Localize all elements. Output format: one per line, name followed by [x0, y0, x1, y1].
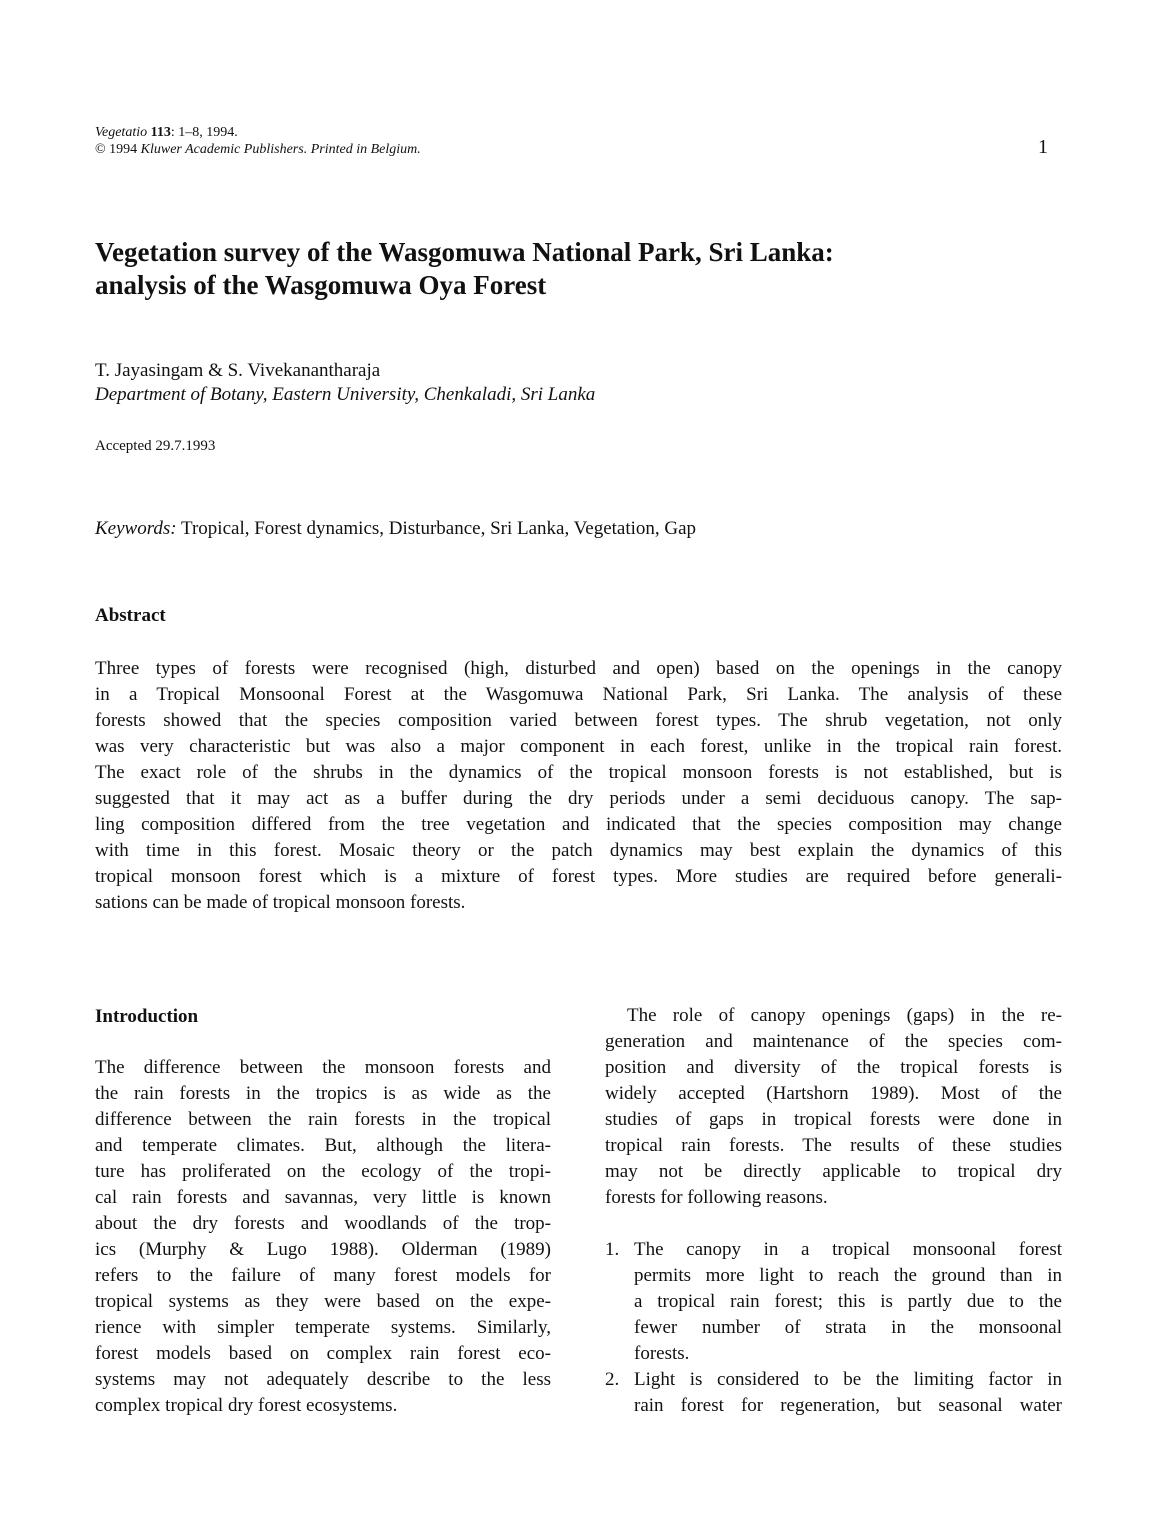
affiliation: Department of Botany, Eastern University, Chenkaladi, Sri Lanka [95, 384, 596, 405]
list-number: 1. [605, 1239, 620, 1260]
body-line: widely accepted (Hartshorn 1989). Most of the [605, 1083, 1062, 1104]
authors: T. Jayasingam & S. Vivekanantharaja [95, 360, 381, 381]
body-line: forests for following reasons. [605, 1187, 828, 1208]
list-item [605, 1367, 1062, 1419]
body-line: position and diversity of the tropical forests is [605, 1057, 1062, 1078]
body-line: ics (Murphy & Lugo 1988). Olderman (1989) [95, 1239, 551, 1260]
introduction-left-column [95, 1055, 551, 1419]
copyright-symbol: © [95, 142, 106, 157]
keywords-label: Keywords: [95, 518, 177, 539]
title-line: Vegetation survey of the Wasgomuwa National Park, Sri Lanka: [95, 237, 834, 267]
list-body [634, 1367, 1062, 1419]
body-line: fewer number of strata in the monsoonal [634, 1317, 1062, 1338]
keywords [95, 517, 696, 541]
keywords-text: Tropical, Forest dynamics, Disturbance, Sri Lanka, Vegetation, Gap [176, 518, 697, 539]
list-item [605, 1237, 1062, 1367]
abstract-line: was very characteristic but was also a major component in each forest, unlike in the tropical rain forest. [95, 736, 1062, 757]
body-line: Light is considered to be the limiting factor in [634, 1369, 1062, 1390]
journal-volume-line [95, 124, 421, 141]
journal-citation [95, 124, 421, 158]
body-line: The canopy in a tropical monsoonal forest [634, 1239, 1062, 1260]
abstract-line: The exact role of the shrubs in the dynamics of the tropical monsoon forests is not established, but is [95, 762, 1062, 783]
body-line: ture has proliferated on the ecology of the tropi- [95, 1161, 551, 1182]
reasons-list [605, 1237, 1062, 1419]
paper-title [95, 236, 1075, 302]
body-line: and temperate climates. But, although the litera- [95, 1135, 551, 1156]
abstract-line: ling composition differed from the tree vegetation and indicated that the species composition may change [95, 814, 1062, 835]
body-line: The difference between the monsoon forests and [95, 1057, 551, 1078]
abstract-line: Three types of forests were recognised (high, disturbed and open) based on the openings in the canopy [95, 658, 1062, 679]
abstract-line: in a Tropical Monsoonal Forest at the Wasgomuwa National Park, Sri Lanka. The analysis of these [95, 684, 1062, 705]
abstract-line: forests showed that the species composition varied between forest types. The shrub vegetation, not only [95, 710, 1062, 731]
body-line: systems may not adequately describe to the less [95, 1369, 551, 1390]
abstract-line: tropical monsoon forest which is a mixture of forest types. More studies are required before generali- [95, 866, 1062, 887]
body-line: a tropical rain forest; this is partly due to the [634, 1291, 1062, 1312]
body-line: studies of gaps in tropical forests were done in [605, 1109, 1062, 1130]
copyright-year: 1994 [109, 142, 138, 157]
body-line: forest models based on complex rain forest eco- [95, 1343, 551, 1364]
list-body [634, 1237, 1062, 1367]
copyright-line [95, 141, 421, 158]
abstract-text [95, 656, 1062, 916]
list-number: 2. [605, 1369, 620, 1390]
body-line: refers to the failure of many forest models for [95, 1265, 551, 1286]
abstract-line: sations can be made of tropical monsoon forests. [95, 892, 466, 913]
abstract-line: suggested that it may act as a buffer during the dry periods under a semi deciduous canopy. The sap- [95, 788, 1062, 809]
body-line: rain forest for regeneration, but seasonal water [634, 1395, 1062, 1416]
publisher: Kluwer Academic Publishers. Printed in Belgium. [140, 142, 421, 157]
abstract-heading: Abstract [95, 605, 166, 626]
page-number: 1 [1038, 136, 1048, 158]
body-line: cal rain forests and savannas, very little is known [95, 1187, 551, 1208]
body-line: may not be directly applicable to tropical dry [605, 1161, 1062, 1182]
body-line: permits more light to reach the ground than in [634, 1265, 1062, 1286]
body-line: forests. [634, 1343, 690, 1364]
accepted-date: Accepted 29.7.1993 [95, 438, 216, 454]
body-line: difference between the rain forests in the tropical [95, 1109, 551, 1130]
body-line: tropical systems as they were based on the expe- [95, 1291, 551, 1312]
body-line: complex tropical dry forest ecosystems. [95, 1395, 398, 1416]
body-line: rience with simpler temperate systems. Similarly, [95, 1317, 551, 1338]
body-line: generation and maintenance of the species com- [605, 1031, 1062, 1052]
abstract-line: with time in this forest. Mosaic theory or the patch dynamics may best explain the dynamics of this [95, 840, 1062, 861]
body-line: tropical rain forests. The results of these studies [605, 1135, 1062, 1156]
introduction-right-column [605, 1003, 1062, 1211]
body-line: about the dry forests and woodlands of the trop- [95, 1213, 551, 1234]
title-line: analysis of the Wasgomuwa Oya Forest [95, 270, 547, 300]
body-line: the rain forests in the tropics is as wide as the [95, 1083, 551, 1104]
body-line: The role of canopy openings (gaps) in the re- [627, 1005, 1062, 1026]
gaps-paragraph [605, 1003, 1062, 1211]
journal-volume: 113 [150, 125, 171, 140]
journal-name: Vegetatio [95, 125, 148, 140]
journal-pages-year: : 1–8, 1994. [170, 125, 238, 140]
introduction-heading: Introduction [95, 1006, 199, 1027]
